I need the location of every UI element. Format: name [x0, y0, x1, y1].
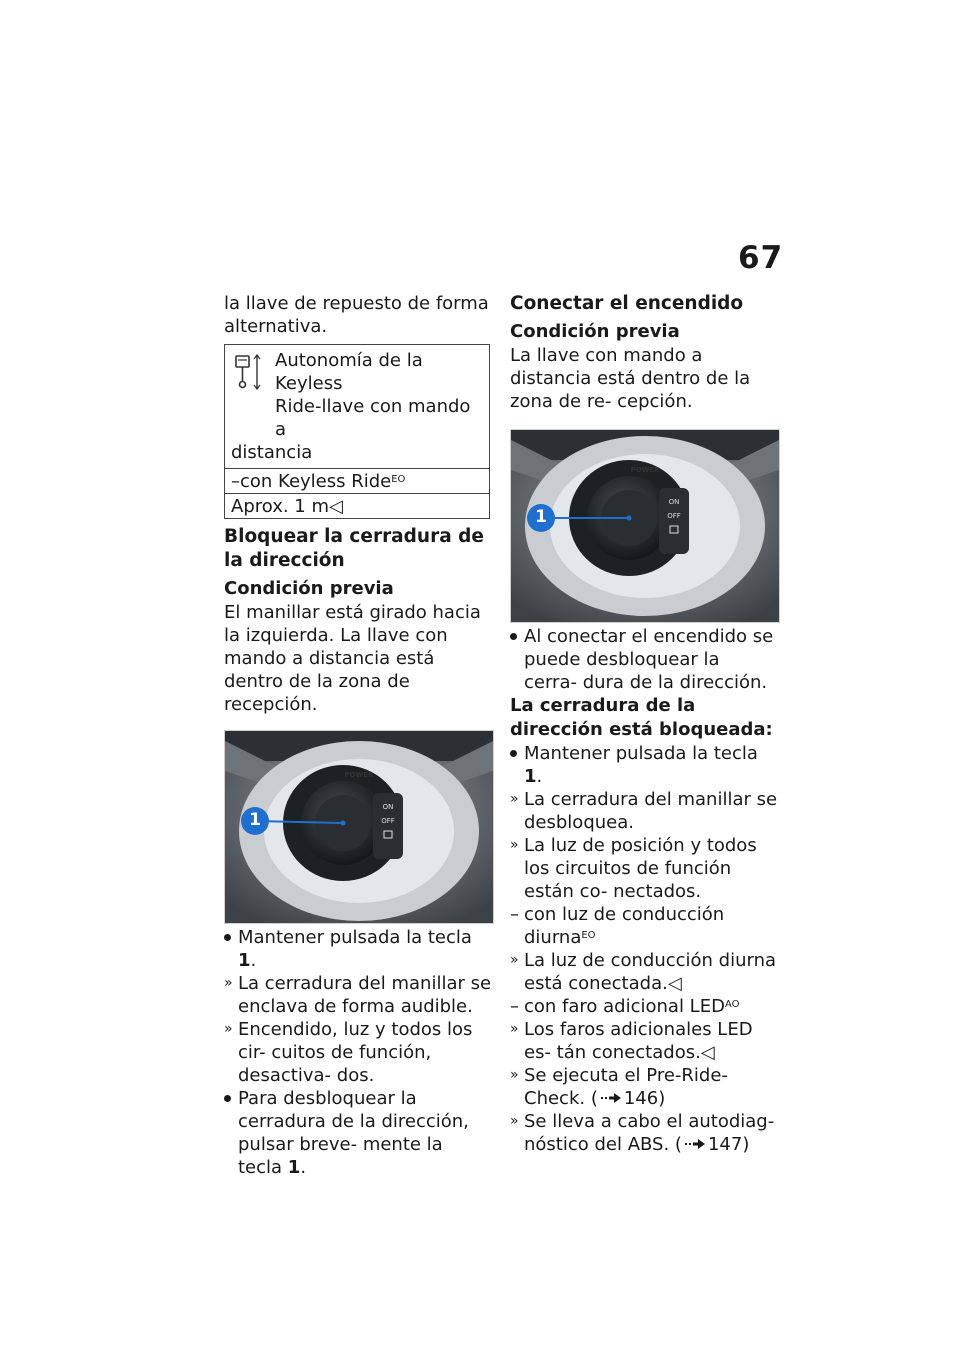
step-item: – con luz de conducción diurna$^{EO}$ [510, 904, 725, 948]
right-column [510, 292, 778, 1156]
step-item: » Los faros adicionales LED es- tán conectados.◁ [510, 1019, 753, 1063]
keyless-range-icon [233, 353, 261, 391]
svg-text:POWER: POWER [344, 771, 374, 779]
subheading-condition: Condición previa [224, 578, 394, 599]
result-marker: » [510, 791, 519, 807]
step-item: » Se ejecuta el Pre-Ride-Check. ( 146) [510, 1065, 728, 1109]
step-item: Al conectar el encendido se puede desbloquear la cerra- dura de la dirección. [510, 625, 778, 694]
page-reference-link[interactable]: 146 [623, 1088, 659, 1109]
bullet-marker [224, 1087, 236, 1110]
page-number: 67 [738, 240, 784, 276]
option-marker: – [510, 996, 519, 1017]
lock-steps [224, 926, 492, 1179]
svg-text:ON: ON [382, 803, 394, 811]
figure-switch-left [224, 730, 494, 924]
range-condition-sup: EO [391, 474, 406, 485]
range-value-row [225, 493, 489, 518]
figure-callout-1: 1 [249, 810, 261, 830]
option-marker: – [510, 904, 519, 925]
section-heading-ignition: Conectar el encendido [510, 293, 744, 314]
range-value: Aprox. 1 m◁ [231, 496, 343, 517]
page-reference-link[interactable]: 147 [707, 1134, 743, 1155]
step-item: » La cerradura del manillar se enclava de forma audible. [224, 973, 492, 1017]
step-item: – con faro adicional $LED^{AO}$ [510, 996, 740, 1017]
result-marker: » [510, 1113, 519, 1129]
step-item: » Se lleva a cabo el autodiag- nóstico del ABS. ( 147) [510, 1111, 775, 1155]
label-on: ON [668, 498, 680, 506]
range-head-line3: distancia [231, 442, 313, 463]
left-column [224, 292, 492, 1179]
unlock-steps [510, 742, 778, 1156]
section-heading-lock: Bloquear la cerradura de la dirección [224, 526, 484, 571]
figure-callout-1: 1 [535, 507, 547, 527]
result-marker: » [510, 837, 519, 853]
range-table [224, 344, 490, 519]
range-condition: –con Keyless Ride [231, 471, 392, 492]
condition-text: El manillar está girado hacia la izquierda. La llave con mando a distancia está dentro de la zona de recepción. [224, 602, 481, 715]
step-item: Para desbloquear la cerradura de la dirección, pulsar breve- mente la tecla 1. [224, 1087, 492, 1179]
page-reference-arrow-icon [600, 1093, 622, 1103]
bullet-marker [510, 625, 522, 648]
result-marker: » [224, 975, 233, 991]
figure-switch-right [510, 429, 780, 623]
range-head-line1: Autonomía de la Keyless [275, 350, 423, 394]
ignition-steps [510, 625, 778, 694]
range-head-line2: Ride-llave con mando a [275, 396, 471, 440]
step-item: » La cerradura del manillar se desbloquea. [510, 789, 778, 833]
bullet-marker [510, 742, 522, 765]
step-item: » La luz de posición y todos los circuitos de función están co- nectados. [510, 835, 757, 902]
intro-text: la llave de repuesto de forma alternativa. [224, 293, 489, 337]
label-power: POWER [630, 466, 660, 474]
bullet-marker [224, 926, 236, 949]
step-item: Mantener pulsada la tecla 1. [510, 742, 778, 788]
condition-text: La llave con mando a distancia está dentro de la zona de re- cepción. [510, 345, 751, 412]
locked-heading: La cerradura de la dirección está bloqueada: [510, 695, 773, 740]
step-item: Mantener pulsada la tecla 1. [224, 926, 492, 972]
result-marker: » [510, 952, 519, 968]
step-item: » La luz de conducción diurna está conectada.◁ [510, 950, 777, 994]
step-item: » Encendido, luz y todos los cir- cuitos de función, desactiva- dos. [224, 1019, 473, 1086]
range-table-header [225, 345, 489, 468]
result-marker: » [510, 1021, 519, 1037]
subheading-condition: Condición previa [510, 321, 680, 342]
result-marker: » [510, 1067, 519, 1083]
result-marker: » [224, 1021, 233, 1037]
range-condition-row [225, 468, 489, 493]
svg-text:OFF: OFF [381, 817, 395, 825]
page-reference-arrow-icon [684, 1139, 706, 1149]
label-off: OFF [667, 512, 681, 520]
